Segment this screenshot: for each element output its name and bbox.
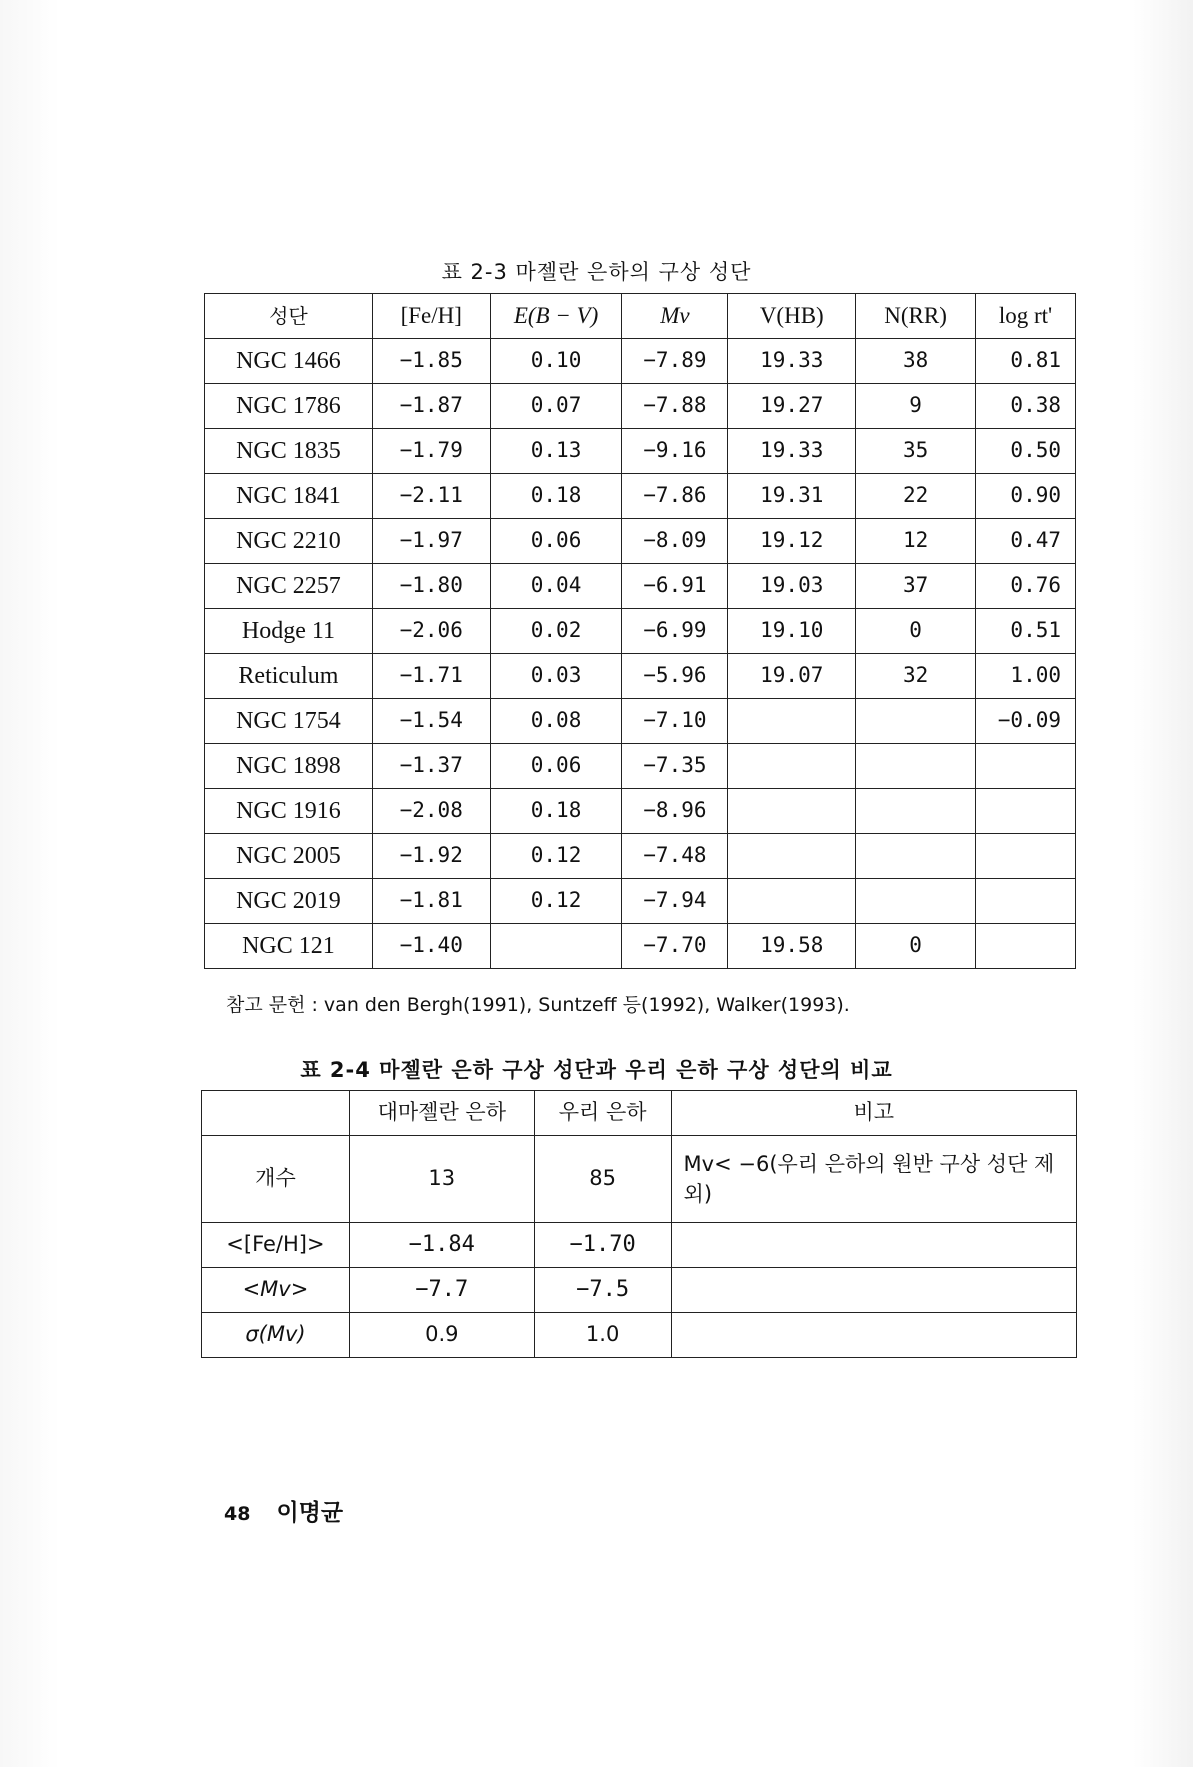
table-cell: [856, 699, 976, 744]
cluster-name-cell: NGC 2005: [205, 834, 373, 879]
table-row: [202, 1223, 1077, 1268]
table-cell: −2.11: [372, 474, 490, 519]
table-cell: 0: [856, 924, 976, 969]
table-cell: 38: [856, 339, 976, 384]
header-cell: log rt': [976, 294, 1076, 339]
table-cell: −7.35: [622, 744, 728, 789]
table-cell: −1.85: [372, 339, 490, 384]
cluster-name-cell: Hodge 11: [205, 609, 373, 654]
table-cell: [976, 834, 1076, 879]
cluster-name-cell: NGC 2210: [205, 519, 373, 564]
row-label: 개수: [202, 1136, 350, 1223]
table-cell: 19.10: [728, 609, 856, 654]
table-cell: −7.86: [622, 474, 728, 519]
table-cell: −1.92: [372, 834, 490, 879]
table-cell: 0.51: [976, 609, 1076, 654]
table-cell: 0.9: [349, 1313, 534, 1358]
header-cell: [202, 1091, 350, 1136]
table-cell: 19.33: [728, 429, 856, 474]
table-row: [205, 429, 1076, 474]
table-cell: [856, 834, 976, 879]
table-row: [205, 519, 1076, 564]
table-row: [205, 879, 1076, 924]
table-cell: −1.37: [372, 744, 490, 789]
remark-cell: [671, 1223, 1076, 1268]
header-cell: V(HB): [728, 294, 856, 339]
cluster-name-cell: NGC 1898: [205, 744, 373, 789]
header-cell: E(B − V): [490, 294, 622, 339]
cluster-name-cell: NGC 1786: [205, 384, 373, 429]
remark-cell: Mv< −6(우리 은하의 원반 구상 성단 제외): [671, 1136, 1076, 1223]
table-cell: [856, 789, 976, 834]
remark-cell: [671, 1313, 1076, 1358]
table-cell: −2.08: [372, 789, 490, 834]
table-cell: −7.10: [622, 699, 728, 744]
table-row: [205, 834, 1076, 879]
table-cell: 0.18: [490, 789, 622, 834]
table-cell: −9.16: [622, 429, 728, 474]
cluster-name-cell: NGC 1466: [205, 339, 373, 384]
table-cell: [856, 744, 976, 789]
table-cell: 0.76: [976, 564, 1076, 609]
table-cell: [976, 879, 1076, 924]
table-cell: 0.10: [490, 339, 622, 384]
table-cell: −1.87: [372, 384, 490, 429]
table-cell: 19.27: [728, 384, 856, 429]
table-cell: 32: [856, 654, 976, 699]
table-cell: 19.12: [728, 519, 856, 564]
table-cell: 0.12: [490, 834, 622, 879]
table-cell: 0.08: [490, 699, 622, 744]
table-cell: [728, 789, 856, 834]
table-cell: −1.54: [372, 699, 490, 744]
table-cell: −8.09: [622, 519, 728, 564]
table-cell: 0.50: [976, 429, 1076, 474]
header-cell: [Fe/H]: [372, 294, 490, 339]
table-cell: 0.13: [490, 429, 622, 474]
table-cell: 0.07: [490, 384, 622, 429]
header-cell: 우리 은하: [534, 1091, 671, 1136]
row-label: <[Fe/H]>: [202, 1223, 350, 1268]
table-cell: 1.00: [976, 654, 1076, 699]
table-cell: 37: [856, 564, 976, 609]
cluster-name-cell: NGC 1835: [205, 429, 373, 474]
table-cell: [728, 699, 856, 744]
table-cell: 0.90: [976, 474, 1076, 519]
table-cell: [976, 744, 1076, 789]
table-cell: 19.07: [728, 654, 856, 699]
table-cell: 0.81: [976, 339, 1076, 384]
table-cell: −7.5: [534, 1268, 671, 1313]
table2: [201, 1090, 1077, 1358]
table-cell: [728, 744, 856, 789]
table-cell: 35: [856, 429, 976, 474]
table-row: [205, 699, 1076, 744]
remark-cell: [671, 1268, 1076, 1313]
table-cell: −7.70: [622, 924, 728, 969]
table-cell: 0.03: [490, 654, 622, 699]
table-cell: 12: [856, 519, 976, 564]
table-row: [205, 564, 1076, 609]
table1-body: [205, 339, 1076, 969]
table-row: [205, 474, 1076, 519]
table-cell: −7.88: [622, 384, 728, 429]
table-cell: [490, 924, 622, 969]
cluster-name-cell: NGC 1916: [205, 789, 373, 834]
header-cell: Mv: [622, 294, 728, 339]
table-cell: −7.94: [622, 879, 728, 924]
table-cell: −1.97: [372, 519, 490, 564]
table-cell: 0.47: [976, 519, 1076, 564]
table-cell: 19.31: [728, 474, 856, 519]
cluster-name-cell: NGC 2257: [205, 564, 373, 609]
table-cell: 19.03: [728, 564, 856, 609]
table-cell: −1.79: [372, 429, 490, 474]
table-cell: −1.40: [372, 924, 490, 969]
table-cell: [856, 879, 976, 924]
cluster-name-cell: NGC 1841: [205, 474, 373, 519]
table1-header-row: [205, 294, 1076, 339]
table2-header-row: [202, 1091, 1077, 1136]
table-cell: −7.48: [622, 834, 728, 879]
table-cell: 0.12: [490, 879, 622, 924]
table1: [204, 293, 1076, 969]
table-cell: 0.02: [490, 609, 622, 654]
page-footer: [224, 1494, 343, 1527]
header-cell: 성단: [205, 294, 373, 339]
table-cell: −6.91: [622, 564, 728, 609]
table-cell: −7.89: [622, 339, 728, 384]
table-row: [205, 339, 1076, 384]
table-row: [205, 789, 1076, 834]
header-cell: 대마젤란 은하: [349, 1091, 534, 1136]
table-cell: 0.18: [490, 474, 622, 519]
table-row: [205, 384, 1076, 429]
table-cell: 0.38: [976, 384, 1076, 429]
table-row: [205, 609, 1076, 654]
cluster-name-cell: NGC 1754: [205, 699, 373, 744]
table-cell: 85: [534, 1136, 671, 1223]
cluster-name-cell: Reticulum: [205, 654, 373, 699]
reference-note: 참고 문헌 : van den Bergh(1991), Suntzeff 등(1992), Walker(1993).: [226, 994, 850, 1016]
page-number: 48: [224, 1503, 251, 1525]
table-row: [205, 654, 1076, 699]
cluster-name-cell: NGC 121: [205, 924, 373, 969]
cluster-name-cell: NGC 2019: [205, 879, 373, 924]
table-row: [202, 1268, 1077, 1313]
header-cell: N(RR): [856, 294, 976, 339]
table-cell: [976, 924, 1076, 969]
table-cell: 9: [856, 384, 976, 429]
table-cell: −5.96: [622, 654, 728, 699]
table-cell: −1.71: [372, 654, 490, 699]
table-cell: [728, 834, 856, 879]
table-cell: 0.04: [490, 564, 622, 609]
table-row: [202, 1313, 1077, 1358]
table-cell: 19.58: [728, 924, 856, 969]
row-label: σ(Mv): [202, 1313, 350, 1358]
table-cell: 0.06: [490, 519, 622, 564]
table-cell: −1.84: [349, 1223, 534, 1268]
table-row: [202, 1136, 1077, 1223]
table-row: [205, 744, 1076, 789]
table-cell: −6.99: [622, 609, 728, 654]
table-row: [205, 924, 1076, 969]
table2-caption: 표 2-4 마젤란 은하 구상 성단과 우리 은하 구상 성단의 비교: [300, 1058, 893, 1082]
table-cell: 22: [856, 474, 976, 519]
table-cell: [728, 879, 856, 924]
row-label: <Mv>: [202, 1268, 350, 1313]
table1-caption: 표 2-3 마젤란 은하의 구상 성단: [441, 260, 752, 284]
table-cell: −0.09: [976, 699, 1076, 744]
table-cell: 13: [349, 1136, 534, 1223]
table-cell: 1.0: [534, 1313, 671, 1358]
table-cell: −1.80: [372, 564, 490, 609]
header-cell: 비고: [671, 1091, 1076, 1136]
table-cell: −8.96: [622, 789, 728, 834]
table-cell: 19.33: [728, 339, 856, 384]
table-cell: 0: [856, 609, 976, 654]
table-cell: −7.7: [349, 1268, 534, 1313]
table-cell: 0.06: [490, 744, 622, 789]
table-cell: −1.81: [372, 879, 490, 924]
author-name: 이명균: [276, 1500, 344, 1526]
table-cell: −1.70: [534, 1223, 671, 1268]
table-cell: [976, 789, 1076, 834]
table-cell: −2.06: [372, 609, 490, 654]
